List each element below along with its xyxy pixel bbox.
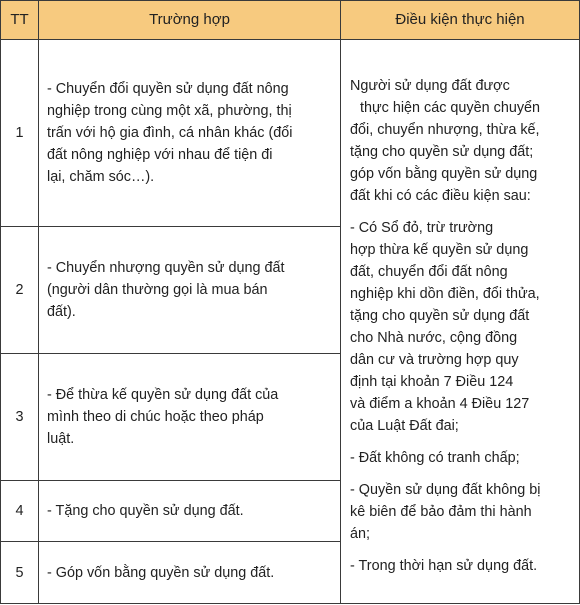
condition-line: dân cư và trường hợp quy: [350, 351, 519, 368]
condition-intro-line: thực hiện các quyền chuyển: [360, 99, 541, 116]
case-line: luật.: [47, 431, 75, 447]
case-cell: [39, 40, 341, 227]
condition-intro-line: đổi, chuyển nhượng, thừa kế,: [350, 121, 540, 138]
condition-intro-line: tặng cho quyền sử dụng đất;: [350, 143, 534, 160]
condition-intro-line: đất khi có các điều kiện sau:: [350, 187, 531, 204]
condition-line: của Luật Đất đai;: [350, 417, 459, 434]
case-line: đất).: [47, 304, 76, 320]
header-row: [1, 1, 580, 40]
condition-line: đất, chuyển đổi đất nông: [350, 263, 508, 280]
case-line: trấn với hộ gia đình, cá nhân khác (đổi: [47, 125, 293, 141]
condition-line: kê biên để bảo đảm thi hành: [350, 503, 532, 520]
condition-line: nghiệp khi dồn điền, đổi thửa,: [350, 285, 540, 302]
case-line: - Để thừa kế quyền sử dụng đất của: [47, 387, 279, 403]
case-cell: [39, 227, 341, 354]
condition-line: - Đất không có tranh chấp;: [350, 449, 520, 466]
condition-line: và điểm a khoản 4 Điều 127: [350, 395, 530, 412]
conditions-cell: [341, 40, 580, 604]
case-line: - Chuyển nhượng quyền sử dụng đất: [47, 260, 285, 276]
row-number: 1: [1, 40, 39, 227]
case-cell: [39, 354, 341, 481]
row-number: 4: [1, 481, 39, 542]
row-number: 2: [1, 227, 39, 354]
case-cell: [39, 481, 341, 542]
case-line: - Chuyển đổi quyền sử dụng đất nông: [47, 81, 289, 97]
table-row: [1, 40, 580, 227]
case-line: nghiệp trong cùng một xã, phường, thị: [47, 103, 292, 119]
header-truong-hop: Trường hợp: [39, 1, 341, 40]
condition-intro-line: góp vốn bằng quyền sử dụng: [350, 165, 538, 182]
condition-line: định tại khoản 7 Điều 124: [350, 373, 514, 390]
condition-line: hợp thừa kế quyền sử dụng: [350, 241, 529, 258]
condition-intro-line: Người sử dụng đất được: [350, 77, 510, 94]
condition-line: cho Nhà nước, cộng đồng: [350, 329, 518, 346]
case-line: đất nông nghiệp với nhau để tiện đi: [47, 147, 273, 163]
row-number: 5: [1, 542, 39, 604]
header-tt: TT: [1, 1, 39, 40]
condition-line: - Trong thời hạn sử dụng đất.: [350, 557, 538, 574]
condition-line: - Có Sổ đỏ, trừ trường: [350, 219, 494, 236]
case-line: - Góp vốn bằng quyền sử dụng đất.: [47, 564, 275, 581]
case-line: mình theo di chúc hoặc theo pháp: [47, 409, 264, 425]
row-number: 3: [1, 354, 39, 481]
condition-line: - Quyền sử dụng đất không bị: [350, 481, 541, 498]
condition-line: tặng cho quyền sử dụng đất: [350, 307, 530, 324]
condition-line: án;: [350, 525, 371, 542]
case-line: lại, chăm sóc…).: [47, 169, 155, 185]
case-line: (người dân thường gọi là mua bán: [47, 282, 268, 298]
case-line: - Tặng cho quyền sử dụng đất.: [47, 503, 244, 519]
header-dieu-kien: Điều kiện thực hiện: [341, 1, 580, 40]
case-cell: [39, 542, 341, 604]
